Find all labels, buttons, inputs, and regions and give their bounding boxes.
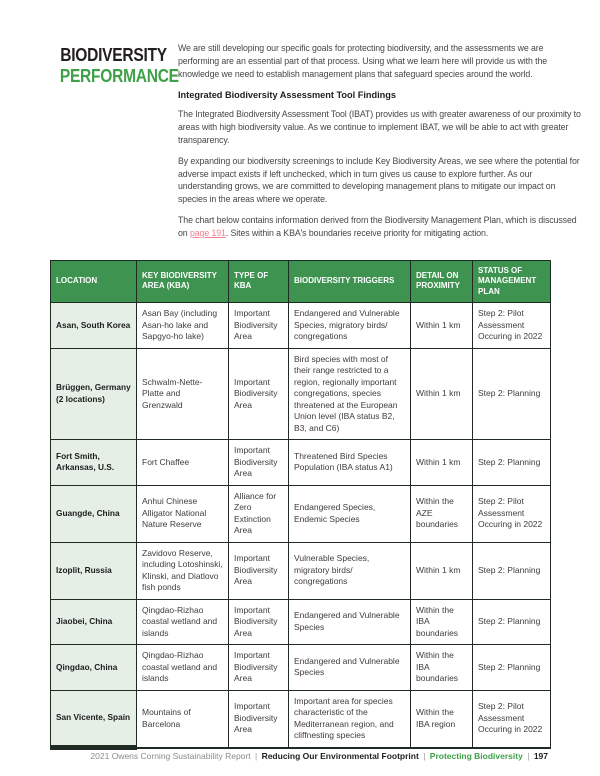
page-content	[50, 42, 583, 750]
cell-location: Brüggen, Germany (2 locations)	[51, 348, 137, 440]
table-row	[51, 690, 551, 748]
column-header-1: KEY BIODIVERSITY AREA (KBA)	[137, 260, 229, 303]
cell-kba: Qingdao-Rizhao coastal wetland and islands	[137, 645, 229, 691]
cell-type: Important Biodiversity Area	[229, 303, 289, 349]
cell-location: Fort Smith, Arkansas, U.S.	[51, 440, 137, 486]
column-header-3: BIODIVERSITY TRIGGERS	[289, 260, 411, 303]
intro-paragraph: We are still developing our specific goals for protecting biodiversity, and the assessments we are performing are an essential part of that process. Using what we learn here will provide us with the knowledge we need to establish management plans that safeguard species around the world.	[178, 43, 548, 79]
cell-type: Important Biodiversity Area	[229, 599, 289, 645]
header-row	[50, 42, 583, 248]
cell-proximity: Within the IBA region	[411, 690, 473, 748]
cell-triggers: Threatened Bird Species Population (IBA status A1)	[289, 440, 411, 486]
footer-page-number: 197	[533, 751, 548, 761]
cell-triggers: Bird species with most of their range restricted to a region, regionally important congregations, species threatened at the European Union level (IBA status B2, B3, and C6)	[289, 348, 411, 440]
cell-triggers: Vulnerable Species, migratory birds/ congregations	[289, 542, 411, 599]
cell-proximity: Within 1 km	[411, 440, 473, 486]
cell-location: Guangde, China	[51, 485, 137, 542]
table-header-row	[51, 260, 551, 303]
cell-type: Important Biodiversity Area	[229, 440, 289, 486]
table-row	[51, 645, 551, 691]
page-title-line2: PERFORMANCE	[59, 65, 179, 86]
cell-location: Jiaobei, China	[51, 599, 137, 645]
cell-type: Important Biodiversity Area	[229, 690, 289, 748]
chart-note-text-after: . Sites within a KBA's boundaries receive priority for mitigating action.	[225, 227, 489, 238]
cell-proximity: Within 1 km	[411, 542, 473, 599]
biodiversity-table-body	[51, 303, 551, 748]
footer-separator: |	[423, 751, 426, 761]
table-row	[51, 542, 551, 599]
paragraph-screenings: By expanding our biodiversity screenings to include Key Biodiversity Areas, we see where the potential for adverse impact exists if left unchecked, which in turn gives us cause to explore further. As our understanding grows, we are committed to developing management plans to mitigate our impact on species in the areas where we operate.	[178, 155, 580, 205]
cell-type: Important Biodiversity Area	[229, 645, 289, 691]
cell-triggers: Endangered and Vulnerable Species	[289, 599, 411, 645]
table-row	[51, 485, 551, 542]
cell-triggers: Endangered Species, Endemic Species	[289, 485, 411, 542]
cell-proximity: Within the AZE boundaries	[411, 485, 473, 542]
cell-type: Important Biodiversity Area	[229, 542, 289, 599]
cell-status: Step 2: Planning	[473, 542, 551, 599]
footer-report-name: 2021 Owens Corning Sustainability Report	[90, 751, 251, 761]
chart-note-text-before: The chart below contains information derived from the Biodiversity Management Plan, which is discussed on	[178, 214, 577, 238]
table-row	[51, 440, 551, 486]
cell-status: Step 2: Pilot Assessment Occuring in 2022	[473, 485, 551, 542]
paragraph-chart-note	[178, 214, 583, 240]
cell-triggers: Important area for species characteristic of the Mediterranean region, and cliffnesting species	[289, 690, 411, 748]
cell-location: Izoplit, Russia	[51, 542, 137, 599]
cell-status: Step 2: Planning	[473, 348, 551, 440]
cell-type: Alliance for Zero Extinction Area	[229, 485, 289, 542]
cell-kba: Anhui Chinese Alligator National Nature Reserve	[137, 485, 229, 542]
cell-kba: Qingdao-Rizhao coastal wetland and islands	[137, 599, 229, 645]
footer-separator: |	[527, 751, 530, 761]
cell-location: San Vicente, Spain	[51, 690, 137, 748]
table-row	[51, 348, 551, 440]
page-title	[50, 42, 178, 248]
cell-location: Qingdao, China	[51, 645, 137, 691]
cell-status: Step 2: Pilot Assessment Occuring in 2022	[473, 303, 551, 349]
cell-proximity: Within the IBA boundaries	[411, 645, 473, 691]
cell-status: Step 2: Planning	[473, 599, 551, 645]
cell-kba: Schwalm-Nette-Platte and Grenzwald	[137, 348, 229, 440]
column-header-2: TYPE OF KBA	[229, 260, 289, 303]
cell-triggers: Endangered and Vulnerable Species, migratory birds/ congregations	[289, 303, 411, 349]
cell-kba: Asan Bay (including Asan-ho lake and Sapgyo-ho lake)	[137, 303, 229, 349]
page-191-link[interactable]: page 191	[189, 227, 226, 238]
section-heading: Integrated Biodiversity Assessment Tool Findings	[178, 90, 396, 101]
column-header-4: DETAIL ON PROXIMITY	[411, 260, 473, 303]
column-header-5: STATUS OF MANAGEMENT PLAN	[473, 260, 551, 303]
cell-triggers: Endangered and Vulnerable Species	[289, 645, 411, 691]
cell-status: Step 2: Planning	[473, 440, 551, 486]
body-text-column	[178, 42, 583, 248]
column-header-0: LOCATION	[51, 260, 137, 303]
cell-type: Important Biodiversity Area	[229, 348, 289, 440]
table-row	[51, 303, 551, 349]
footer-section: Reducing Our Environmental Footprint	[261, 751, 419, 761]
paragraph-ibat: The Integrated Biodiversity Assessment Tool (IBAT) provides us with greater awareness of our proximity to areas with high biodiversity value. As we continue to implement IBAT, we will be able to act with greater transparency.	[178, 109, 581, 145]
biodiversity-table	[50, 260, 551, 751]
cell-status: Step 2: Planning	[473, 645, 551, 691]
page-title-line1: BIODIVERSITY	[60, 44, 167, 65]
cell-proximity: Within 1 km	[411, 303, 473, 349]
footer	[0, 751, 548, 762]
cell-kba: Mountains of Barcelona	[137, 690, 229, 748]
cell-proximity: Within the IBA boundaries	[411, 599, 473, 645]
footer-separator: |	[254, 751, 258, 761]
cell-status: Step 2: Pilot Assessment Occuring in 2022	[473, 690, 551, 748]
cell-kba: Zavidovo Reserve, including Lotoshinski, Klinski, and Diatlovo fish ponds	[137, 542, 229, 599]
cell-proximity: Within 1 km	[411, 348, 473, 440]
table-row	[51, 599, 551, 645]
cell-kba: Fort Chaffee	[137, 440, 229, 486]
footer-subsection: Protecting Biodiversity	[429, 751, 523, 761]
cell-location: Asan, South Korea	[51, 303, 137, 349]
